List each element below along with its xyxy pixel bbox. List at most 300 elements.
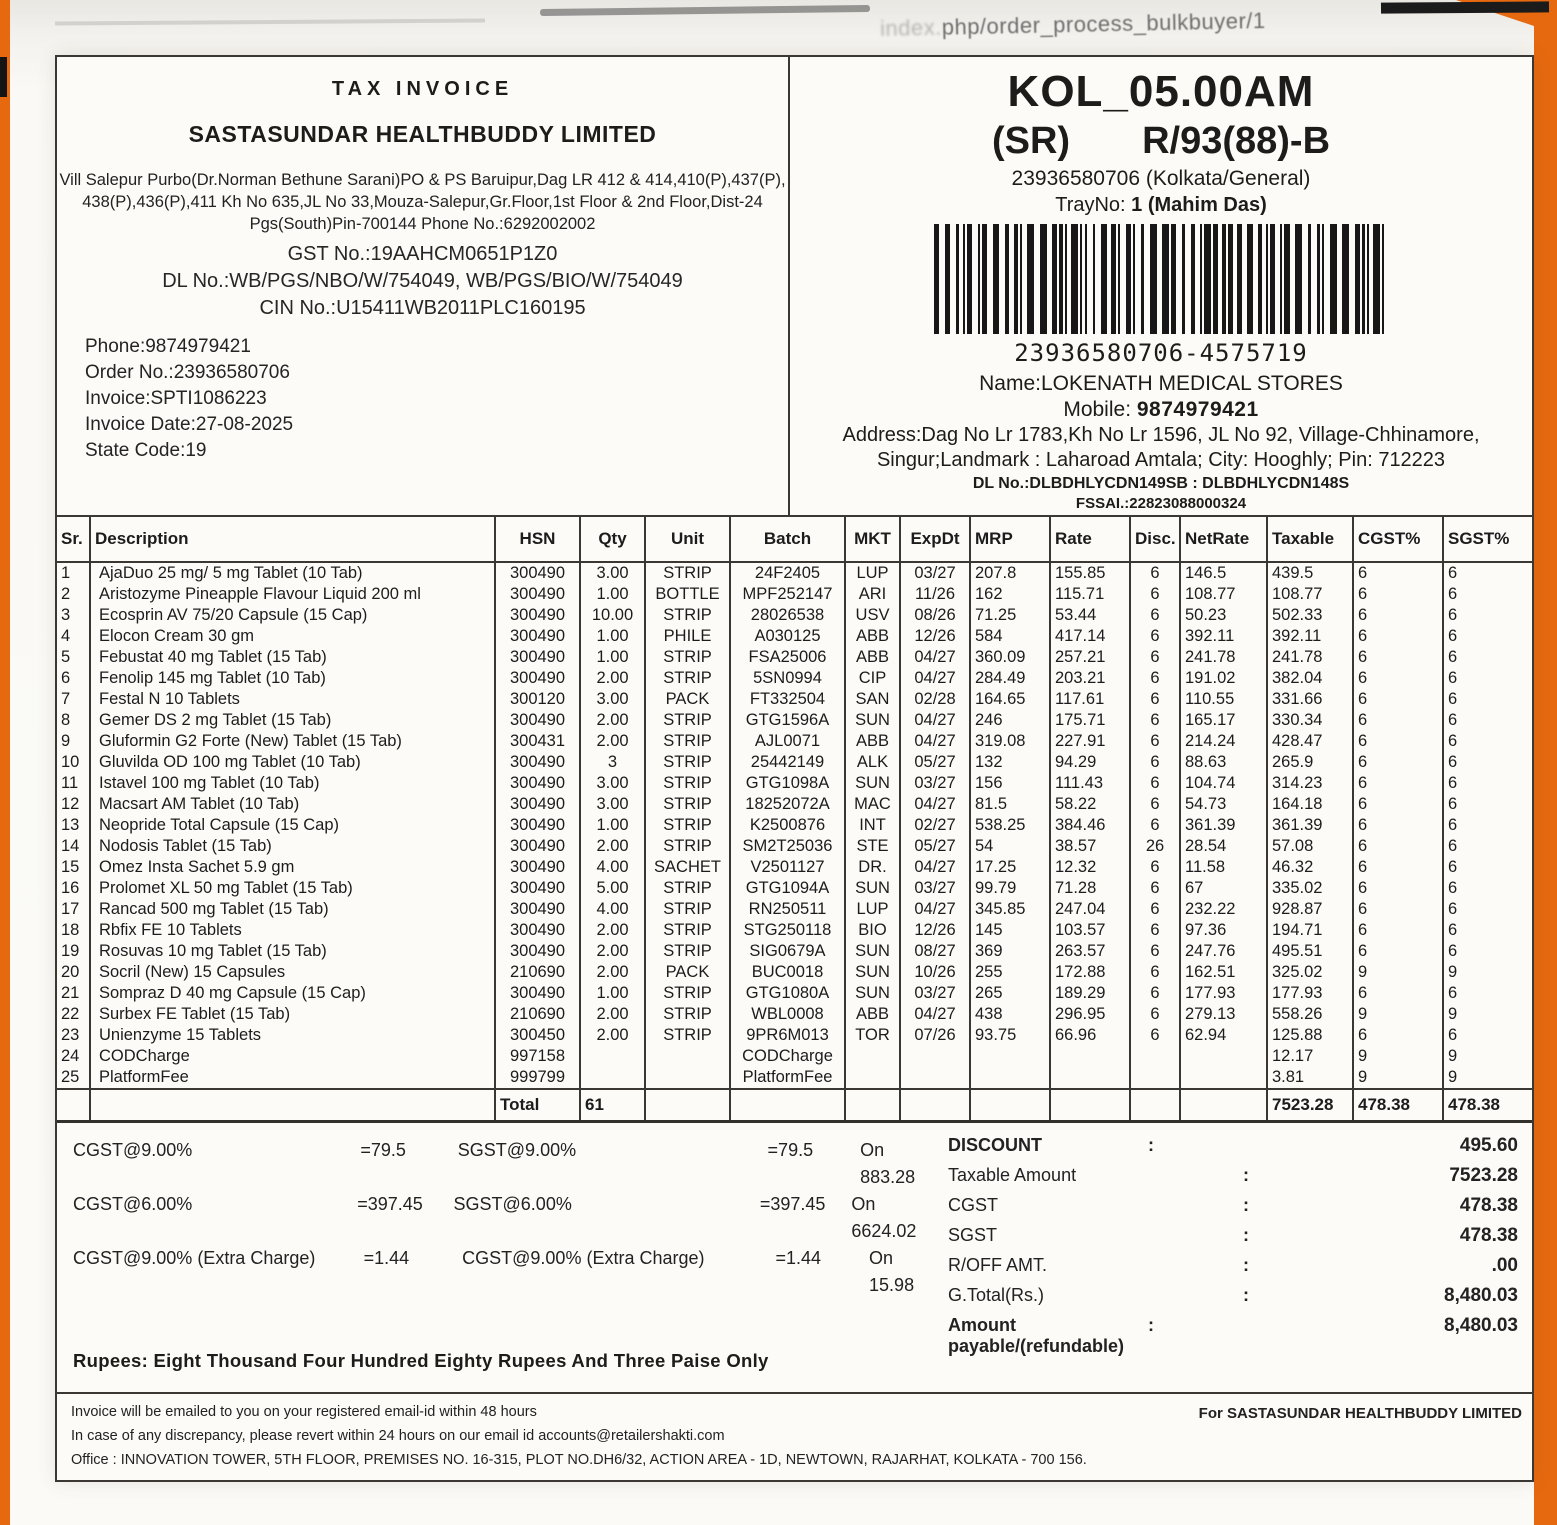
cell-mrp: 99.79 [970,878,1050,899]
cell-sgst: 6 [1443,605,1532,626]
cell-mrp: 584 [970,626,1050,647]
cell-description: Istavel 100 mg Tablet (10 Tab) [90,773,495,794]
cell-batch: MPF252147 [730,584,845,605]
cell-mkt: DR. [845,857,900,878]
col-hsn: HSN [495,517,580,562]
cell-sgst: 6 [1443,584,1532,605]
table-row [57,1067,1532,1089]
cell-mkt: ABB [845,1004,900,1025]
tax-summary-section [57,1120,1532,1392]
invoice-date: Invoice Date:27-08-2025 [85,414,294,435]
cell-cgst: 6 [1353,626,1443,647]
cell-unit [645,1067,730,1089]
cell-mrp: 319.08 [970,731,1050,752]
cell-batch: GTG1098A [730,773,845,794]
cell-batch: FSA25006 [730,647,845,668]
cell-unit: PHILE [645,626,730,647]
cell-sgst: 6 [1443,794,1532,815]
total-row [57,1089,1532,1120]
cell-qty: 1.00 [580,647,645,668]
cell-mrp: 538.25 [970,815,1050,836]
cell-qty: 2.00 [580,920,645,941]
cell-netrate: 241.78 [1180,647,1267,668]
cell-description: Rancad 500 mg Tablet (15 Tab) [90,899,495,920]
cell-mrp: 156 [970,773,1050,794]
barcode-bar [1295,224,1302,334]
col-netrate: NetRate [1180,517,1267,562]
gst-label: SGST@9.00% [457,1140,577,1160]
barcode-bar [1191,224,1195,334]
cell-mkt: ABB [845,731,900,752]
total-qty: 61 [580,1089,645,1120]
cell-rate: 296.95 [1050,1004,1130,1025]
cell-hsn: 300490 [495,647,580,668]
barcode-bar [1014,224,1018,334]
cell-taxable: 108.77 [1267,584,1353,605]
cell-sr: 21 [61,984,80,1002]
cell-expdt: 04/27 [900,668,970,689]
table-row [57,878,1532,899]
cell-expdt: 08/27 [900,941,970,962]
seller-address [57,169,788,235]
cell-batch: GTG1080A [730,983,845,1004]
cell-description: Macsart AM Tablet (10 Tab) [90,794,495,815]
cell-cgst: 6 [1353,836,1443,857]
cell-mrp: 345.85 [970,899,1050,920]
items-table-head [57,517,1532,562]
cell-mkt: STE [845,836,900,857]
cell-cgst: 6 [1353,920,1443,941]
cell-hsn: 300431 [495,731,580,752]
cell-batch: 18252072A [730,794,845,815]
cell-description: Neopride Total Capsule (15 Cap) [90,815,495,836]
gst-on-amount: On 6624.02 [851,1194,917,1241]
barcode-bar [1200,224,1202,334]
col-taxable: Taxable [1267,517,1353,562]
cell-batch: SIG0679A [730,941,845,962]
cell-sr: 17 [61,900,80,918]
cell-unit: STRIP [645,794,730,815]
cell-rate: 38.57 [1050,836,1130,857]
footer-office: Office : INNOVATION TOWER, 5TH FLOOR, PREMISES NO. 16-315, PLOT NO.DH6/32, ACTION AREA - 1D, NEWTOWN, RAJARHAT, KOLKATA - 700 156. [71,1452,1087,1468]
cell-batch: WBL0008 [730,1004,845,1025]
seller-address-line: Pgs(South)Pin-700144 Phone No.:6292002002 [249,215,596,233]
cell-batch: BUC0018 [730,962,845,983]
summary-colon: : [1243,1195,1249,1215]
cell-sgst: 6 [1443,983,1532,1004]
cell-rate: 111.43 [1050,773,1130,794]
customer-address-line: Singur;Landmark : Laharoad Amtala; City: Hooghly; Pin: 712223 [876,449,1446,471]
gst-label: CGST@9.00% (Extra Charge) [73,1248,316,1268]
cell-unit: STRIP [645,836,730,857]
cell-cgst: 6 [1353,584,1443,605]
barcode-bar [1342,224,1349,334]
cell-cgst: 6 [1353,773,1443,794]
cell-hsn: 300490 [495,605,580,626]
cell-qty: 3.00 [580,794,645,815]
cell-cgst: 6 [1353,941,1443,962]
summary-label: Amount payable/(refundable) [948,1315,1125,1356]
cell-hsn: 999799 [495,1067,580,1089]
cell-disc: 6 [1130,1004,1180,1025]
cell-sr: 1 [61,564,71,582]
summary-value: 478.38 [1459,1195,1518,1216]
cell-mkt [845,1046,900,1067]
customer-dl: DL No.:DLBDHLYCDN149SB : DLBDHLYCDN148S [972,475,1350,492]
cell-cgst: 6 [1353,562,1443,584]
cell-unit: BOTTLE [645,584,730,605]
cell-mrp: 207.8 [970,562,1050,584]
summary-value: 8,480.03 [1444,1315,1518,1336]
table-row [57,899,1532,920]
cell-mrp: 246 [970,710,1050,731]
barcode-bar [1247,224,1252,334]
footer-note: In case of any discrepancy, please revert within 24 hours on our email id accounts@retailershakti.com [71,1428,725,1444]
cell-description: Febustat 40 mg Tablet (15 Tab) [90,647,495,668]
barcode-bar [1118,224,1120,334]
table-row [57,626,1532,647]
cell-disc: 6 [1130,752,1180,773]
cell-description: Fenolip 145 mg Tablet (10 Tab) [90,668,495,689]
cell-sr: 25 [61,1068,80,1086]
cell-cgst: 6 [1353,857,1443,878]
cell-expdt: 03/27 [900,983,970,1004]
cell-batch: A030125 [730,626,845,647]
cell-netrate: 191.02 [1180,668,1267,689]
seller-gst: GST No.:19AAHCM0651P1Z0 [287,243,558,265]
summary-colon: : [1243,1255,1249,1275]
barcode-bar [1171,224,1176,334]
cell-disc: 6 [1130,689,1180,710]
summary-colon: : [1243,1225,1249,1245]
cell-sr: 8 [61,711,71,729]
table-row [57,794,1532,815]
cell-rate [1050,1067,1130,1089]
summary-value: 478.38 [1459,1225,1518,1246]
barcode-bar [1237,224,1242,334]
cell-sr: 3 [61,606,71,624]
cell-taxable: 164.18 [1267,794,1353,815]
gst-line [73,1191,942,1245]
cell-disc: 6 [1130,794,1180,815]
cell-taxable: 558.26 [1267,1004,1353,1025]
cell-mrp: 438 [970,1004,1050,1025]
cell-sr: 9 [61,732,71,750]
table-row [57,605,1532,626]
col-sr: Sr. [57,517,90,562]
cell-cgst: 9 [1353,962,1443,983]
col-qty: Qty [580,517,645,562]
cell-mrp: 145 [970,920,1050,941]
barcode-bar [1141,224,1145,334]
cell-taxable: 265.9 [1267,752,1353,773]
cell-sr: 2 [61,585,71,603]
table-row [57,920,1532,941]
col-cgst: CGST% [1353,517,1443,562]
cell-rate: 417.14 [1050,626,1130,647]
cell-sr: 18 [61,921,80,939]
summary-label: R/OFF AMT. [948,1255,1047,1275]
cell-qty: 2.00 [580,668,645,689]
cell-unit: STRIP [645,562,730,584]
cell-disc: 6 [1130,941,1180,962]
barcode-bar [1182,224,1186,334]
cell-mrp [970,1067,1050,1089]
cell-taxable: 502.33 [1267,605,1353,626]
cell-sr: 20 [61,963,80,981]
cell-expdt: 04/27 [900,899,970,920]
gst-on-amount: On 15.98 [869,1248,915,1295]
order-info [57,334,788,464]
barcode-bar [1382,224,1384,334]
table-row [57,668,1532,689]
cell-sgst: 6 [1443,647,1532,668]
barcode-bar [1020,224,1022,334]
edge-mark [0,57,7,97]
barcode-bar [978,224,980,334]
cell-rate: 94.29 [1050,752,1130,773]
cell-disc: 6 [1130,647,1180,668]
cell-batch: CODCharge [730,1046,845,1067]
cell-mkt [845,1067,900,1089]
cell-qty: 10.00 [580,605,645,626]
shipping-label [790,57,1532,515]
barcode-bar [1093,224,1095,334]
cell-disc: 6 [1130,857,1180,878]
table-row [57,941,1532,962]
cell-sgst: 9 [1443,1004,1532,1025]
items-table [57,517,1532,1120]
cell-sr: 10 [61,753,80,771]
cell-qty: 2.00 [580,1025,645,1046]
cell-unit: PACK [645,962,730,983]
totals-panel [942,1123,1532,1392]
cell-taxable: 382.04 [1267,668,1353,689]
cell-batch: GTG1596A [730,710,845,731]
barcode-bar [1284,224,1289,334]
rack-code: R/93(88)-B [1142,120,1331,162]
invoice-frame [55,55,1534,1482]
cell-sgst: 6 [1443,773,1532,794]
barcode-bar [1362,224,1366,334]
cell-taxable: 325.02 [1267,962,1353,983]
route-code: KOL_05.00AM [1007,67,1315,116]
table-row [57,1025,1532,1046]
cell-mkt: SUN [845,962,900,983]
cell-rate: 384.46 [1050,815,1130,836]
cell-sr: 6 [61,669,71,687]
cell-batch: V2501127 [730,857,845,878]
cell-cgst: 6 [1353,731,1443,752]
sr-tag: (SR) [991,120,1071,162]
summary-label: Taxable Amount [948,1165,1077,1185]
cell-qty: 2.00 [580,962,645,983]
cell-description: Gemer DS 2 mg Tablet (15 Tab) [90,710,495,731]
table-row [57,815,1532,836]
cell-qty: 5.00 [580,878,645,899]
cell-hsn: 300490 [495,626,580,647]
cell-mkt: SUN [845,878,900,899]
cell-disc: 6 [1130,710,1180,731]
barcode-bar [1101,224,1108,334]
cell-hsn: 300490 [495,899,580,920]
cell-taxable: 335.02 [1267,878,1353,899]
cell-mkt: ABB [845,647,900,668]
total-label: Total [495,1089,580,1120]
order-number: Order No.:23936580706 [85,362,290,383]
cell-cgst: 6 [1353,689,1443,710]
total-taxable: 7523.28 [1267,1089,1353,1120]
cell-description: Aristozyme Pineapple Flavour Liquid 200 ml [90,584,495,605]
barcode-number: 23936580706-4575719 [1014,339,1308,367]
summary-colon: : [1148,1135,1154,1155]
state-code: State Code:19 [85,440,207,461]
barcode-bar [1317,224,1321,334]
cell-qty: 1.00 [580,626,645,647]
cell-unit: STRIP [645,731,730,752]
cell-netrate: 97.36 [1180,920,1267,941]
cell-cgst: 6 [1353,983,1443,1004]
cell-hsn: 997158 [495,1046,580,1067]
cell-expdt: 04/27 [900,857,970,878]
cell-disc: 6 [1130,584,1180,605]
cell-unit: STRIP [645,668,730,689]
cell-hsn: 300490 [495,584,580,605]
cell-disc: 6 [1130,605,1180,626]
items-table-body [57,562,1532,1089]
barcode-bar [1133,224,1135,334]
cell-cgst: 6 [1353,794,1443,815]
cell-expdt: 11/26 [900,584,970,605]
table-row [57,857,1532,878]
cell-disc: 6 [1130,562,1180,584]
barcode-bar [967,224,972,334]
cell-unit: STRIP [645,752,730,773]
gst-value: =1.44 [775,1248,821,1268]
cell-mkt: LUP [845,562,900,584]
summary-colon: : [1243,1285,1249,1305]
customer-mobile [790,397,1532,423]
barcode-bar [956,224,960,334]
cell-netrate: 165.17 [1180,710,1267,731]
cell-rate: 103.57 [1050,920,1130,941]
barcode-bar [1162,224,1169,334]
cell-qty: 2.00 [580,1004,645,1025]
cell-sr: 7 [61,690,71,708]
cell-rate: 189.29 [1050,983,1130,1004]
mobile-value: 9874979421 [1136,398,1259,421]
cell-sgst: 6 [1443,752,1532,773]
cell-qty: 3.00 [580,562,645,584]
cell-mrp [970,1046,1050,1067]
total-sgst: 478.38 [1443,1089,1532,1120]
cell-description: Gluvilda OD 100 mg Tablet (10 Tab) [90,752,495,773]
cell-rate: 227.91 [1050,731,1130,752]
gst-label: CGST@9.00% [73,1140,193,1160]
seller-address-line: 438(P),436(P),411 Kh No 635,JL No 33,Mouza-Salepur,Gr.Floor,1st Floor & 2nd Floor,Dist-24 [82,193,763,211]
cell-rate: 71.28 [1050,878,1130,899]
cell-sr: 24 [61,1047,80,1065]
cell-unit: STRIP [645,710,730,731]
cell-unit [645,1046,730,1067]
cell-cgst: 9 [1353,1046,1443,1067]
cell-expdt: 05/27 [900,836,970,857]
cell-disc [1130,1046,1180,1067]
summary-row [948,1195,1518,1216]
col-description: Description [90,517,495,562]
cell-sgst: 6 [1443,857,1532,878]
cell-netrate: 392.11 [1180,626,1267,647]
gst-label: SGST@6.00% [453,1194,572,1214]
cell-description: Unienzyme 15 Tablets [90,1025,495,1046]
cell-cgst: 6 [1353,647,1443,668]
cell-qty: 2.00 [580,710,645,731]
cell-sgst: 6 [1443,899,1532,920]
cell-netrate: 361.39 [1180,815,1267,836]
seller-registrations [57,241,788,322]
barcode-bar [1085,224,1087,334]
cell-hsn: 210690 [495,962,580,983]
cell-description: CODCharge [90,1046,495,1067]
cell-mkt: USV [845,605,900,626]
cell-mkt: SUN [845,773,900,794]
cell-batch: AJL0071 [730,731,845,752]
cell-unit: STRIP [645,920,730,941]
seller-phone: Phone:9874979421 [85,336,251,357]
cell-cgst: 6 [1353,752,1443,773]
cell-qty: 3.00 [580,773,645,794]
cell-hsn: 300490 [495,794,580,815]
cell-netrate: 104.74 [1180,773,1267,794]
seller-panel [57,57,790,515]
cell-cgst: 6 [1353,899,1443,920]
cell-unit: STRIP [645,1004,730,1025]
gst-line [73,1137,942,1191]
cell-rate [1050,1046,1130,1067]
seller-company-name: SASTASUNDAR HEALTHBUDDY LIMITED [188,121,657,147]
table-row [57,710,1532,731]
customer-address [790,423,1532,473]
gst-value: =79.5 [767,1140,814,1160]
gst-line [73,1245,942,1299]
barcode-bar [1126,224,1131,334]
cell-hsn: 300490 [495,983,580,1004]
cell-mkt: SUN [845,983,900,1004]
cell-rate: 155.85 [1050,562,1130,584]
cell-sgst: 6 [1443,836,1532,857]
invoice-footer [57,1392,1532,1480]
cell-disc: 6 [1130,899,1180,920]
cell-mrp: 255 [970,962,1050,983]
cell-disc: 6 [1130,1025,1180,1046]
cell-taxable: 495.51 [1267,941,1353,962]
cell-netrate: 88.63 [1180,752,1267,773]
cell-netrate [1180,1046,1267,1067]
cell-cgst: 6 [1353,710,1443,731]
cell-qty: 1.00 [580,584,645,605]
cell-taxable: 428.47 [1267,731,1353,752]
barcode-bar [1005,224,1009,334]
cell-taxable: 3.81 [1267,1067,1353,1089]
cell-netrate: 146.5 [1180,562,1267,584]
cell-rate: 66.96 [1050,1025,1130,1046]
cell-sgst: 6 [1443,941,1532,962]
cell-cgst: 6 [1353,1025,1443,1046]
cell-expdt: 12/26 [900,920,970,941]
cell-unit: STRIP [645,815,730,836]
cell-hsn: 300490 [495,836,580,857]
cell-taxable: 177.93 [1267,983,1353,1004]
